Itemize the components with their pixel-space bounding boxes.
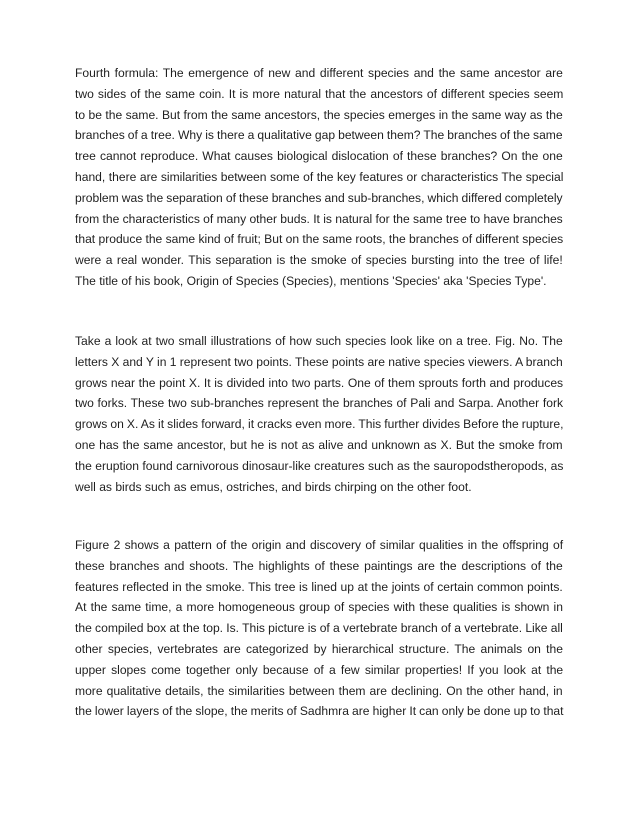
text-line: grows near the point X. It is divided into two parts. One of them sprouts forth and produces [75, 375, 564, 390]
text-line: were a real wonder. This separation is the smoke of species bursting into the tree of life! [75, 253, 563, 268]
text-line: other species, vertebrates are categorized by hierarchical structure. The animals on the [75, 641, 563, 656]
paragraph-fourth-formula [75, 63, 563, 292]
text-line: that produce the same kind of fruit; But on the same roots, the branches of different species [75, 232, 564, 247]
text-line: Take a look at two small illustrations of how such species look like on a tree. Fig. No. The [75, 334, 563, 348]
paragraph-figure-2 [75, 535, 563, 722]
text-line: the eruption found carnivorous dinosaur-like creatures such as the sauropodstheropods, as [75, 458, 564, 473]
text-line: At the same time, a more homogeneous group of species with these qualities is shown in [75, 600, 563, 615]
text-line: upper slopes come together only because of a few similar properties! If you look at the [75, 662, 564, 677]
text-line: features reflected in the smoke. This tree is lined up at the joints of certain common points. [75, 579, 563, 594]
text-line: grows on X. As it slides forward, it cracks even more. This further divides Before the rupture, [75, 417, 564, 432]
text-line: Fourth formula: The emergence of new and different species and the same ancestor are [75, 66, 563, 80]
text-line: more qualitative details, the similarities between them are declining. On the other hand, in [75, 683, 563, 698]
text-line: Figure 2 shows a pattern of the origin and discovery of similar qualities in the offspring of [75, 538, 564, 552]
text-line: the compiled box at the top. Is. This picture is of a vertebrate branch of a vertebrate. Like all [75, 621, 563, 636]
text-line: the lower layers of the slope, the merits of Sadhmra are higher It can only be done up to that [75, 704, 564, 719]
text-line: two sides of the same coin. It is more natural that the ancestors of different species seem [75, 86, 564, 101]
text-line: letters X and Y in 1 represent two points. These points are native species viewers. A branch [75, 354, 563, 369]
text-line: one has the same ancestor, but he is not as alive and unknown as X. But the smoke from [75, 437, 563, 452]
text-line: The title of his book, Origin of Species (Species), mentions 'Species' aka 'Species Type'. [75, 273, 547, 288]
text-line: problem was the separation of these branches and sub-branches, which differed completely [75, 190, 563, 205]
text-line: these branches and shoots. The highlights of these paintings are the descriptions of the [75, 558, 563, 573]
text-line: from the characteristics of many other buds. It is natural for the same tree to have branches [75, 211, 563, 226]
text-line: branches of a tree. Why is there a qualitative gap between them? The branches of the same [75, 128, 563, 143]
text-line: hand, there are similarities between some of the key features or characteristics The special [75, 169, 564, 184]
text-line: to be the same. But from the same ancestors, the species emerges in the same way as the [75, 107, 563, 122]
text-line: two forks. These two sub-branches represent the branches of Pali and Sarpa. Another fork [75, 396, 564, 411]
text-line: tree cannot reproduce. What causes biological dislocation of these branches? On the one [75, 149, 563, 164]
text-line: well as birds such as emus, ostriches, and birds chirping on the other foot. [75, 479, 472, 494]
paragraph-illustrations [75, 331, 563, 497]
